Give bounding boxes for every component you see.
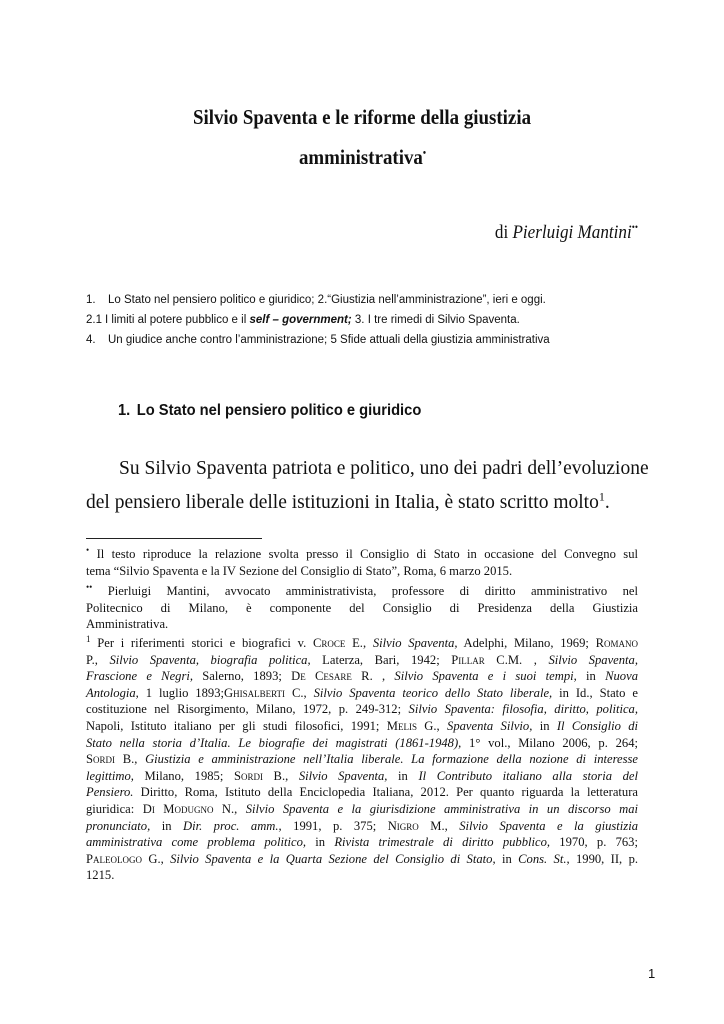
footnote-work: Spaventa Silvio,: [447, 718, 533, 733]
toc-number: 4.: [86, 334, 96, 346]
author-name: Pierluigi Mantini: [512, 222, 632, 243]
footnote-text: Laterza, Bari, 1942;: [310, 652, 452, 667]
footnote-work: Silvio Spaventa, biografia politica,: [109, 652, 311, 667]
footnote-author: Di Modugno: [142, 801, 214, 816]
footnote-line: [86, 735, 638, 752]
footnote-line: [86, 751, 638, 768]
footnote-work: Silvio Spaventa,: [372, 636, 458, 650]
page-number: 1: [648, 966, 656, 981]
footnote-text: in: [387, 768, 419, 783]
footnote-text: R. ,: [351, 669, 395, 684]
toc-text-tail: 3. I tre rimedi di Silvio Spaventa.: [351, 314, 520, 326]
footnote-text: costituzione nel Risorgimento, Milano, 1972, p. 249-312;: [86, 702, 409, 717]
footnote-work: Giustizia e amministrazione nell’Italia liberale. La formazione della nozione di interesse: [145, 752, 638, 767]
footnote-text: 1° vol., Milano 2006, p. 264;: [461, 735, 638, 750]
footnote-line: [86, 718, 638, 735]
footnote-work: pronunciato,: [86, 818, 151, 833]
footnote-work: Silvio Spaventa: filosofia, diritto, politica,: [408, 702, 638, 717]
footnote-work: Frascione e Negri,: [86, 669, 194, 684]
footnote-work: Silvio Spaventa teorico dello Stato liberale,: [313, 685, 553, 700]
footnote-line: [86, 701, 638, 718]
footnote-author: Sordi: [86, 752, 116, 767]
toc-text: Lo Stato nel pensiero politico e giuridico; 2.“Giustizia nell’amministrazione”, ieri e oggi.: [108, 294, 546, 306]
footnote-1: [86, 546, 638, 579]
footnote-separator: [86, 538, 262, 539]
footnote-text: in: [532, 718, 557, 733]
footnote-3: [86, 635, 638, 884]
footnote-text: B.,: [115, 752, 146, 767]
footnote-author: Croce: [312, 636, 346, 650]
footnote-author: Sordi: [233, 768, 263, 783]
toc-text: Un giudice anche contro l’amministrazione; 5 Sfide attuali della giustizia amministrativa: [108, 334, 550, 346]
footnote-reference: 1: [598, 489, 605, 504]
footnote-line: [86, 784, 638, 801]
footnote-text: 1991, p. 375;: [281, 818, 388, 833]
title-text: Silvio Spaventa e le riforme della giustizia: [192, 105, 532, 129]
footnote-line: tema “Silvio Spaventa e la IV Sezione del Consiglio di Stato”, Roma, 6 marzo 2015.: [86, 563, 513, 578]
footnote-line: 1215.: [86, 868, 115, 883]
footnote-text: G.,: [142, 851, 171, 866]
footnote-work: Nuova: [605, 669, 638, 684]
footnote-work: Silvio Spaventa e i suoi tempi,: [394, 669, 577, 684]
body-line-text: del pensiero liberale delle istituzioni in Italia, è stato scritto molto: [86, 492, 599, 513]
footnote-author: Pillar: [451, 652, 485, 667]
footnote-author: Ghisalberti: [224, 685, 286, 700]
body-paragraph: [86, 452, 649, 520]
footnote-text: in: [306, 835, 335, 850]
footnote-work: Silvio Spaventa e la Quarta Sezione del Consiglio di Stato,: [170, 851, 496, 866]
footnote-line: [86, 801, 638, 818]
toc-entry: [86, 310, 646, 330]
section-title: Lo Stato nel pensiero politico e giuridico: [136, 402, 422, 419]
toc-entry: [86, 290, 646, 310]
footnote-marker: •: [86, 544, 90, 555]
footnote-text: Salerno, 1893;: [193, 669, 292, 684]
toc-text-italic: self – government;: [249, 314, 352, 326]
footnote-author: Romano: [595, 636, 639, 650]
footnote-text: Napoli, Istituto italiano per gli studi filosofici, 1991;: [86, 718, 387, 733]
author-byline: [495, 222, 638, 244]
footnote-text: in: [495, 851, 519, 866]
footnote-text: C.,: [285, 685, 314, 700]
footnote-text: Il testo riproduce la relazione svolta presso il Consiglio di Stato in occasione del Convegno sul: [96, 547, 638, 561]
toc-text: I limiti al potere pubblico e il: [105, 314, 250, 326]
footnote-work: Pensiero.: [86, 785, 134, 800]
footnote-line: [86, 818, 638, 835]
toc-number: 2.1: [86, 314, 102, 326]
footnote-work: Antologia,: [86, 685, 139, 700]
section-number: 1.: [118, 402, 131, 419]
footnote-text: Pierluigi Mantini, avvocato amministrativista, professore di diritto amministrativo nel: [107, 584, 638, 598]
title-footnote-marker: •: [422, 148, 427, 159]
footnote-text: 1 luglio 1893;: [138, 685, 224, 700]
footnote-line: [86, 652, 638, 669]
footnote-work: Il Consiglio di: [556, 718, 639, 733]
footnote-line: [86, 685, 638, 702]
footnote-author: Paleologo: [86, 851, 142, 866]
footnote-work: Stato nella storia d’Italia. Le biografie dei magistrati (1861-1948),: [86, 735, 462, 750]
title-text-continued: amministrativa: [298, 145, 423, 169]
footnote-text: in: [150, 818, 183, 833]
footnote-line: [86, 834, 638, 851]
footnote-author: De Cesare: [291, 669, 352, 684]
footnote-line: [86, 851, 638, 868]
body-line: Su Silvio Spaventa patriota e politico, uno dei padri dell’evoluzione: [119, 458, 649, 479]
footnote-text: C.M. ,: [484, 652, 549, 667]
footnote-text: 1970, p. 763;: [550, 835, 638, 850]
footnote-work: amministrativa come problema politico,: [86, 835, 307, 850]
document-title-line-1: [90, 107, 634, 128]
footnote-work: legittimo,: [86, 768, 134, 783]
footnote-work: Silvio Spaventa,: [548, 652, 638, 667]
footnote-text: 1990, II, p.: [569, 851, 639, 866]
footnote-line: [86, 583, 638, 600]
toc-entry: [86, 330, 646, 350]
footnote-work: Il Contributo italiano alla storia del: [418, 768, 638, 783]
footnote-line: Politecnico di Milano, è componente del Consiglio di Presidenza della Giustizia: [86, 600, 638, 615]
footnote-text: in: [576, 669, 606, 684]
footnote-work: Silvio Spaventa e la giurisdizione amministrativa in un discorso mai: [245, 801, 638, 816]
document-title-line-2: [270, 147, 455, 168]
footnote-text: B.,: [262, 768, 299, 783]
footnote-text: E.,: [345, 636, 373, 650]
footnote-line: [86, 768, 638, 785]
table-of-contents: [86, 290, 646, 350]
footnote-text: Per i riferimenti storici e biografici v.: [97, 636, 313, 650]
footnote-work: Cons. St.,: [518, 851, 570, 866]
footnote-work: Rivista trimestrale di diritto pubblico,: [334, 835, 551, 850]
footnote-2: [86, 583, 638, 633]
footnote-line: [86, 546, 638, 563]
footnote-text: P.,: [86, 652, 110, 667]
body-line: [86, 486, 638, 520]
footnote-author: Melis: [386, 718, 417, 733]
footnote-line: [86, 635, 638, 652]
footnote-text: giuridica:: [86, 801, 143, 816]
footnote-author: Nigro: [387, 818, 419, 833]
toc-number: 1.: [86, 294, 96, 306]
footnote-text: Adelphi, Milano, 1969;: [457, 636, 596, 650]
footnote-marker: 1: [86, 633, 91, 644]
footnote-work: Silvio Spaventa,: [298, 768, 388, 783]
footnote-text: N.,: [213, 801, 246, 816]
footnote-work: Silvio Spaventa e la giustizia: [459, 818, 638, 833]
footnote-text: Diritto, Roma, Istituto della Enciclopedia Italiana, 2012. Per quanto riguarda la letteratura: [133, 785, 638, 800]
author-prefix: di: [494, 222, 509, 243]
author-footnote-marker: ••: [631, 222, 638, 234]
footnote-text: in Id., Stato e: [552, 685, 638, 700]
footnote-line: [86, 668, 638, 685]
body-line-end: .: [604, 492, 610, 513]
footnote-marker: ••: [86, 581, 93, 592]
footnote-text: G.,: [416, 718, 448, 733]
footnote-text: M.,: [418, 818, 460, 833]
section-heading: [118, 402, 421, 420]
footnote-line: Amministrativa.: [86, 617, 169, 632]
footnote-text: Milano, 1985;: [133, 768, 234, 783]
footnote-work: Dir. proc. amm.,: [182, 818, 282, 833]
